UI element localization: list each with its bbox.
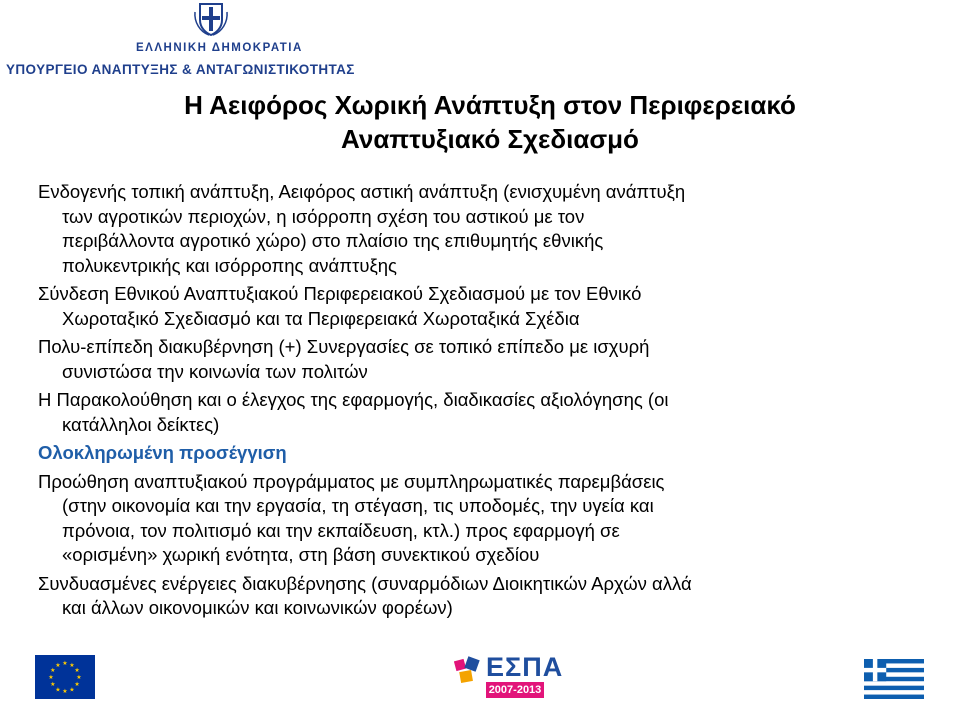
eu-star-icon: ★ xyxy=(74,667,80,675)
paragraph-multilevel-governance xyxy=(38,335,918,384)
text-line: Πολυ-επίπεδη διακυβέρνηση (+) Συνεργασίες σε τοπικό επίπεδο με ισχυρή xyxy=(38,336,650,357)
espa-years: 2007-2013 xyxy=(486,682,544,698)
text-line: «ορισμένη» χωρική ενότητα, στη βάση συνεκτικού σχεδίου xyxy=(62,544,540,565)
eu-star-icon: ★ xyxy=(76,674,82,682)
title-line-2: Αναπτυξιακό Σχεδιασμό xyxy=(341,124,639,154)
text-line: περιβάλλοντα αγροτικό χώρο) στο πλαίσιο της επιθυμητής εθνικής xyxy=(62,230,604,251)
text-line: κατάλληλοι δείκτες) xyxy=(62,413,220,435)
eu-star-icon: ★ xyxy=(55,686,61,694)
integrated-approach-heading: Ολοκληρωμένη προσέγγιση xyxy=(38,442,287,463)
espa-title: ΕΣΠΑ xyxy=(486,652,564,682)
text-line: και άλλων οικονομικών και κοινωνικών φορέων) xyxy=(62,597,453,618)
espa-logo xyxy=(452,652,564,700)
eu-star-icon: ★ xyxy=(62,688,68,696)
text-line: Χωροταξικό Σχεδιασμό και τα Περιφερειακά Χωροταξικά Σχέδια xyxy=(62,307,580,329)
paragraph-development-programme xyxy=(38,470,918,568)
eu-star-icon: ★ xyxy=(69,662,75,670)
slide-content xyxy=(38,180,918,625)
espa-mark-icon xyxy=(454,656,482,684)
greek-coat-of-arms-icon xyxy=(192,2,230,36)
title-line-1: Η Αειφόρος Χωρική Ανάπτυξη στον Περιφερειακό xyxy=(184,90,796,120)
paragraph-monitoring xyxy=(38,388,918,437)
eu-star-icon: ★ xyxy=(74,681,80,689)
paragraph-national-planning-link xyxy=(38,282,918,331)
greek-flag-icon xyxy=(864,659,924,699)
eu-flag-icon xyxy=(35,655,95,699)
text-line: Σύνδεση Εθνικού Αναπτυξιακού Περιφερειακού Σχεδιασμού με τον Εθνικό xyxy=(38,283,642,304)
eu-star-icon: ★ xyxy=(69,686,75,694)
eu-star-icon: ★ xyxy=(48,674,54,682)
text-line: των αγροτικών περιοχών, η ισόρροπη σχέση του αστικού με τον xyxy=(62,205,585,227)
republic-name: ΕΛΛΗΝΙΚΗ ΔΗΜΟΚΡΑΤΙΑ xyxy=(136,42,303,54)
text-line: Συνδυασμένες ενέργειες διακυβέρνησης (συναρμόδιων Διοικητικών Αρχών αλλά xyxy=(38,572,692,594)
eu-star-icon: ★ xyxy=(50,667,56,675)
text-line: (στην οικονομία και την εργασία, τη στέγαση, τις υποδομές, την υγεία και xyxy=(62,495,654,516)
header xyxy=(0,0,959,82)
text-line: συνιστώσα την κοινωνία των πολιτών xyxy=(62,360,368,382)
eu-star-icon: ★ xyxy=(62,660,68,668)
text-line: Η Παρακολούθηση και ο έλεγχος της εφαρμογής, διαδικασίες αξιολόγησης (οι xyxy=(38,389,669,410)
eu-star-icon: ★ xyxy=(50,681,56,689)
text-line: Ενδογενής τοπική ανάπτυξη, Αειφόρος αστική ανάπτυξη (ενισχυμένη ανάπτυξη xyxy=(38,181,686,202)
text-line: πρόνοια, τον πολιτισμό και την εκπαίδευση, κτλ.) προς εφαρμογή σε xyxy=(62,519,620,541)
eu-star-icon: ★ xyxy=(55,662,61,670)
text-line: πολυκεντρικής και ισόρροπης ανάπτυξης xyxy=(62,254,397,276)
paragraph-combined-actions xyxy=(38,572,918,621)
paragraph-endogenous-development xyxy=(38,180,918,278)
text-line: Προώθηση αναπτυξιακού προγράμματος με συμπληρωματικές παρεμβάσεις xyxy=(38,470,665,492)
page-title xyxy=(60,88,920,156)
ministry-name: ΥΠΟΥΡΓΕΙΟ ΑΝΑΠΤΥΞΗΣ & ΑΝΤΑΓΩΝΙΣΤΙΚΟΤΗΤΑΣ xyxy=(6,62,355,77)
